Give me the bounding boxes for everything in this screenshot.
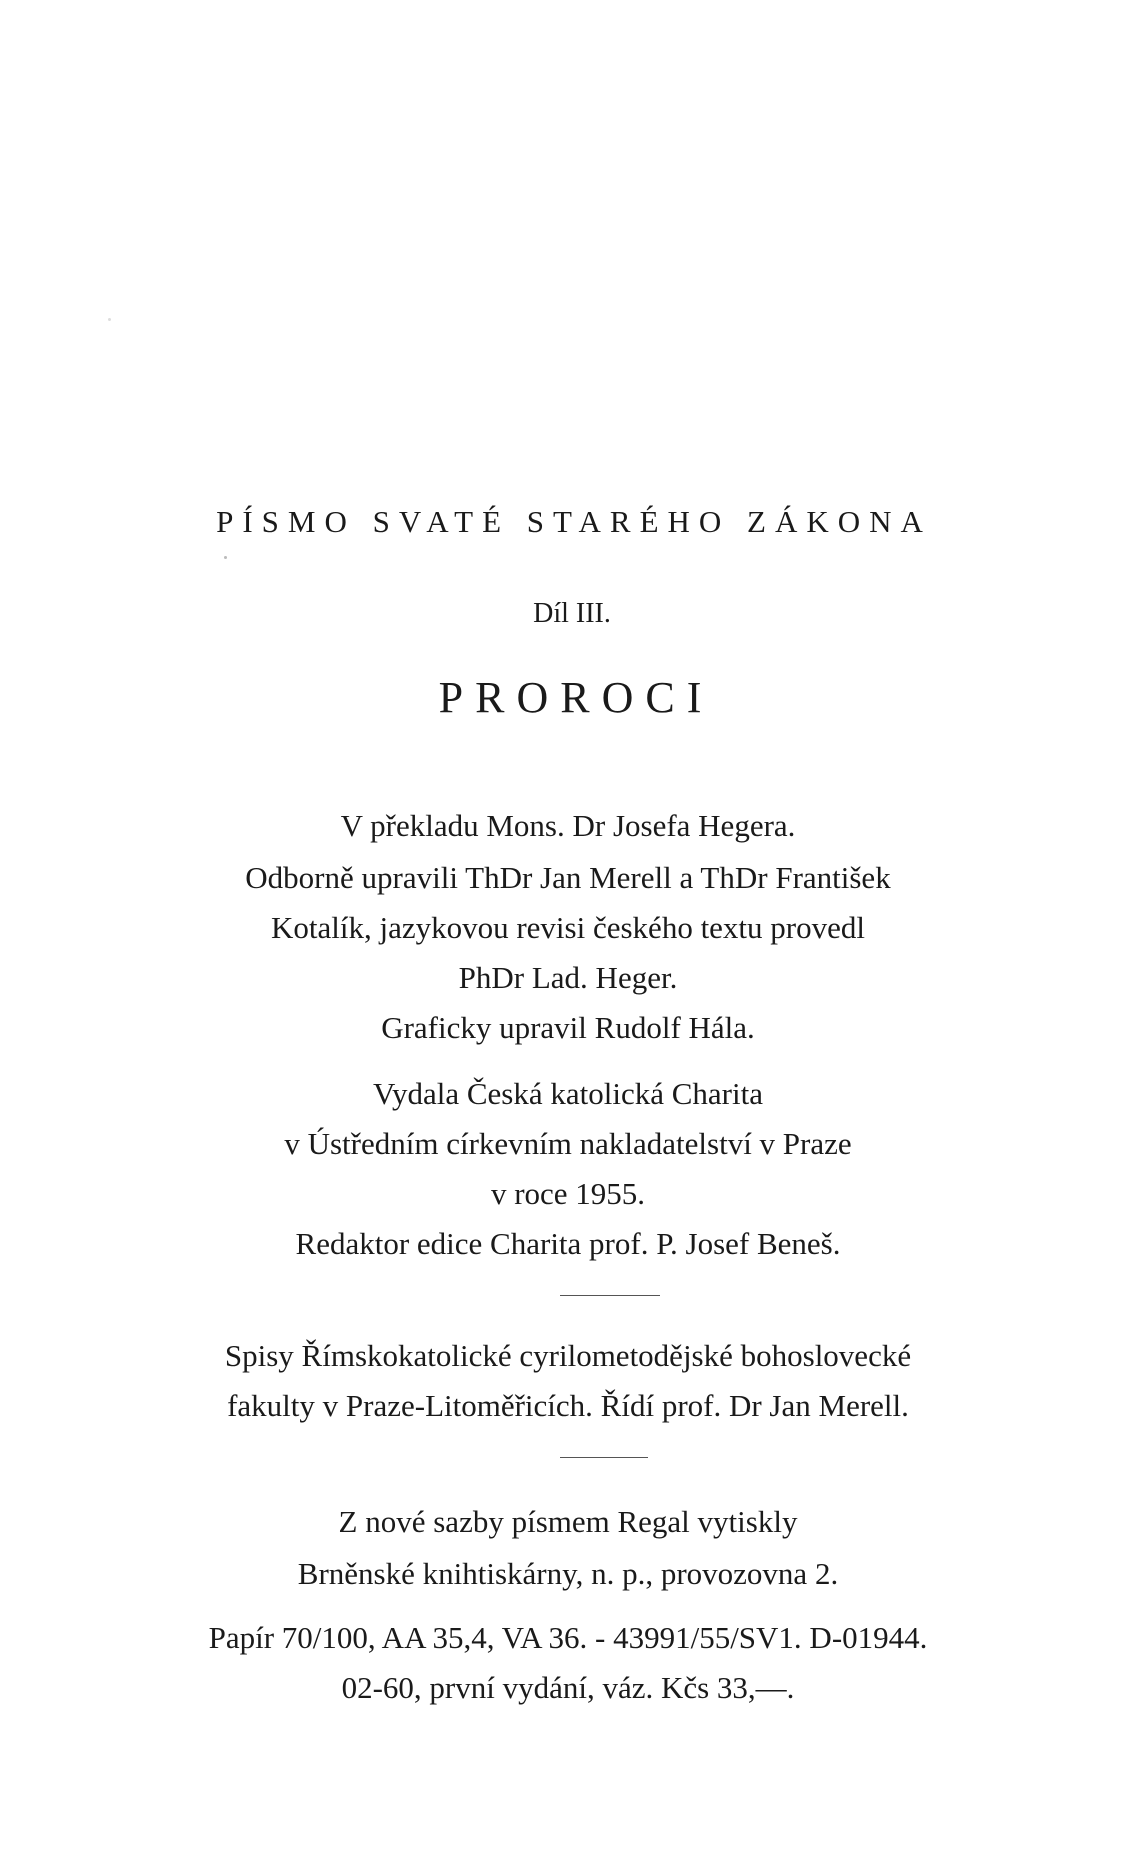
series-note-line: fakulty v Praze-Litoměřicích. Řídí prof. Dr Jan Merell. xyxy=(227,1388,909,1423)
imprint-line: 02-60, první vydání, váz. Kčs 33,—. xyxy=(341,1670,795,1705)
imprint-line: Papír 70/100, AA 35,4, VA 36. - 43991/55/SV1. D-01944. xyxy=(208,1620,928,1655)
credits-line: Redaktor edice Charita prof. P. Josef Beneš. xyxy=(295,1226,841,1261)
divider-rule xyxy=(560,1295,660,1296)
printing-line: Brněnské knihtiskárny, n. p., provozovna 2. xyxy=(297,1556,839,1591)
printing-line: Z nové sazby písmem Regal vytiskly xyxy=(338,1504,798,1539)
credits-line: Graficky upravil Rudolf Hála. xyxy=(381,1010,755,1045)
credits-line: Kotalík, jazykovou revisi českého textu provedl xyxy=(270,910,865,945)
series-title: PÍSMO SVATÉ STARÉHO ZÁKONA xyxy=(216,504,932,539)
series-note-line: Spisy Římskokatolické cyrilometodějské bohoslovecké xyxy=(224,1338,912,1373)
credits-line: Odborně upravili ThDr Jan Merell a ThDr František xyxy=(245,860,891,895)
credits-line: V překladu Mons. Dr Josefa Hegera. xyxy=(340,808,796,843)
print-speck xyxy=(108,318,111,321)
print-speck xyxy=(224,556,227,559)
volume-number: Díl III. xyxy=(533,598,611,629)
credits-line: v Ústředním církevním nakladatelství v Praze xyxy=(284,1126,852,1161)
divider-rule xyxy=(560,1457,648,1458)
credits-line: Vydala Česká katolická Charita xyxy=(373,1076,763,1111)
credits-line: v roce 1955. xyxy=(490,1176,646,1211)
credits-line: PhDr Lad. Heger. xyxy=(458,960,678,995)
book-title: PROROCI xyxy=(438,673,714,722)
